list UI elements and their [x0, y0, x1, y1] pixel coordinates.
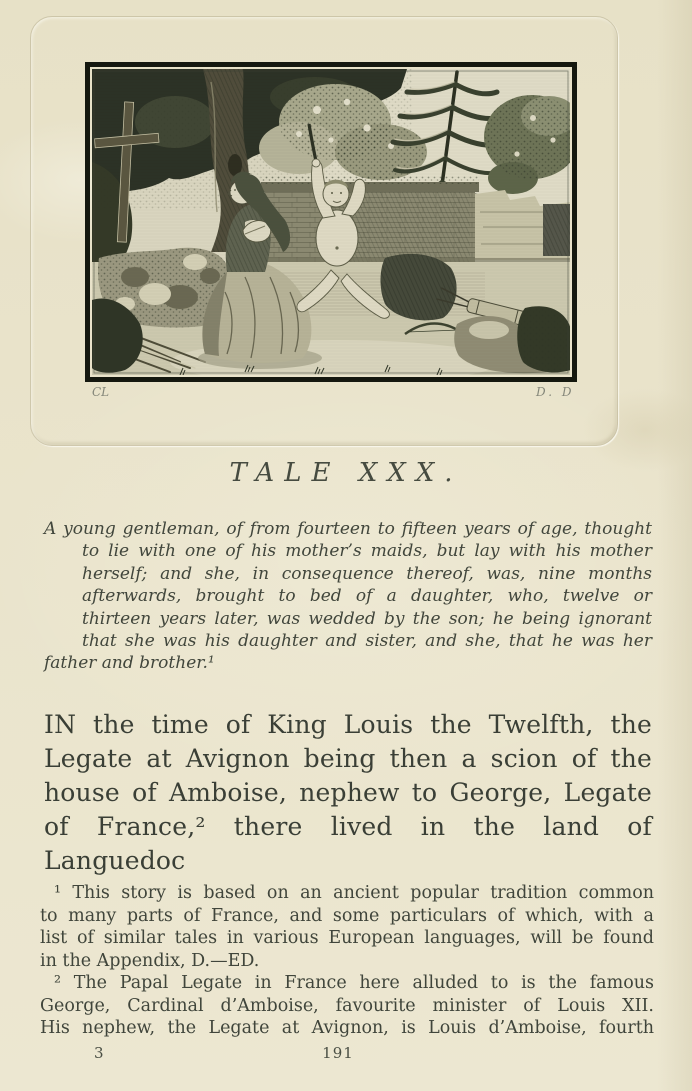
body-line: of France,² there lived in the land of Languedoc — [44, 812, 652, 875]
engraver-signature-right: D. D — [536, 385, 575, 399]
footnote-line: list of similar tales in various European languages, will be found — [40, 928, 654, 948]
footnote-line: to many parts of France, and some particulars of which, with a — [40, 905, 654, 926]
footnote-line: ² The Papal Legate in France here alluded to is the famous — [54, 973, 654, 993]
engraving-scene — [85, 62, 577, 382]
argument-line: that she was his daughter and sister, and she, that he was her — [82, 631, 652, 652]
footnote-line: in the Appendix, D.—ED. — [40, 950, 260, 971]
argument-line: father and brother.¹ — [44, 653, 215, 674]
engraving-illustration — [85, 62, 577, 382]
argument-line: afterwards, brought to bed of a daughter, who, twelve or — [82, 586, 652, 607]
tale-argument — [44, 518, 652, 675]
argument-line: thirteen years later, was wedded by the son; he being ignorant — [82, 608, 652, 629]
body-line: Legate at Avignon being then a scion of the — [44, 744, 652, 773]
signature-mark: 3 — [94, 1044, 104, 1062]
footnotes — [40, 882, 654, 1040]
engraver-signature-left: CL — [92, 385, 110, 399]
argument-line: herself; and she, in consequence thereof, was, nine months — [82, 563, 652, 584]
page-number: 191 — [322, 1044, 354, 1062]
argument-line: to lie with one of his mother’s maids, but lay with his mother — [82, 541, 652, 562]
footnote-2 — [40, 972, 654, 1040]
body-line: IN the time of King Louis the Twelfth, the — [44, 710, 652, 739]
footnote-line: George, Cardinal d’Amboise, favourite minister of Louis XII. — [40, 995, 654, 1016]
tale-body — [44, 708, 652, 878]
footnote-line: ¹ This story is based on an ancient popular tradition common — [54, 883, 654, 903]
body-line: house of Amboise, nephew to George, Legate — [44, 778, 652, 807]
tale-title: TALE XXX. — [229, 458, 463, 488]
footnote-1 — [40, 882, 654, 972]
argument-line: A young gentleman, of from fourteen to fifteen years of age, thought — [44, 519, 652, 539]
footnote-line: His nephew, the Legate at Avignon, is Louis d’Amboise, fourth — [40, 1018, 654, 1038]
